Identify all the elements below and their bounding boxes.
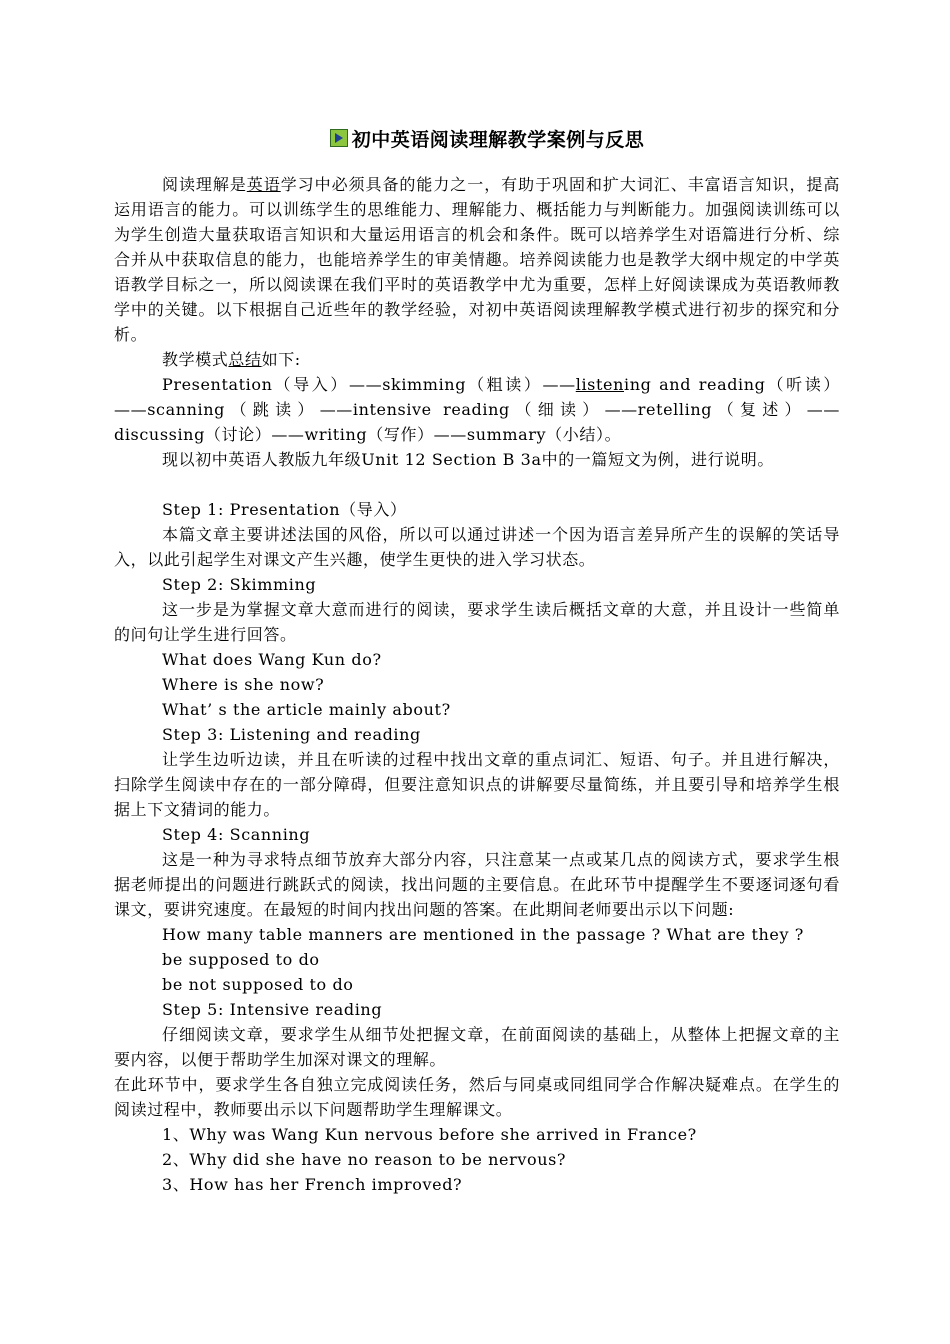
step5-question: 1、Why was Wang Kun nervous before she arrived in France? bbox=[162, 1125, 697, 1144]
model-paragraph: 教学模式总结如下: bbox=[162, 350, 301, 369]
step3-heading: Step 3: Listening and reading bbox=[162, 725, 421, 744]
step4-question: be supposed to do bbox=[162, 950, 320, 969]
step2-question: What does Wang Kun do? bbox=[162, 650, 382, 669]
document-link-icon[interactable] bbox=[330, 129, 348, 147]
step2-text: 这一步是为掌握文章大意而进行的阅读，要求学生读后概括文章的大意，并且设计一些简单的问句让学生进行回答。 bbox=[114, 600, 840, 644]
page-title: 初中英语阅读理解教学案例与反思 bbox=[351, 128, 645, 151]
step1-heading: Step 1: Presentation（导入） bbox=[162, 500, 407, 519]
step4-question: How many table manners are mentioned in the passage ? What are they ? bbox=[162, 925, 804, 944]
step2-heading: Step 2: Skimming bbox=[162, 575, 317, 594]
title-row bbox=[134, 120, 840, 156]
example-paragraph: 现以初中英语人教版九年级Unit 12 Section B 3a中的一篇短文为例，进行说明。 bbox=[162, 450, 774, 469]
step5-heading: Step 5: Intensive reading bbox=[162, 1000, 383, 1019]
english-link[interactable]: 英语 bbox=[246, 175, 281, 194]
step3-text: 让学生边听边读，并且在听读的过程中找出文章的重点词汇、短语、句子。并且进行解决，扫除学生阅读中存在的一部分障碍，但要注意知识点的讲解要尽量简练，并且要引导和培养学生根据上下文猜词的能力。 bbox=[114, 750, 840, 819]
sequence-paragraph: Presentation（导入）——skimming（粗读）——listening and reading（听读）——scanning（跳读）——intensive reading（细读）——retelling（复述）——discussing（讨论）——writing（写作）——summary（小结）。 bbox=[114, 375, 840, 444]
document-body bbox=[114, 120, 840, 1197]
step4-heading: Step 4: Scanning bbox=[162, 825, 311, 844]
listen-link[interactable]: listen bbox=[575, 375, 624, 394]
step1-text: 本篇文章主要讲述法国的风俗，所以可以通过讲述一个因为语言差异所产生的误解的笑话导入，以此引起学生对课文产生兴趣，使学生更快的进入学习状态。 bbox=[114, 525, 840, 569]
intro-paragraph: 阅读理解是英语学习中必须具备的能力之一，有助于巩固和扩大词汇、丰富语言知识，提高运用语言的能力。可以训练学生的思维能力、理解能力、概括能力与判断能力。加强阅读训练可以为学生创造大量获取语言知识和大量运用语言的机会和条件。既可以培养学生对语篇进行分析、综合并从中获取信息的能力，也能培养学生的审美情趣。培养阅读能力也是教学大纲中规定的中学英语教学目标之一，所以阅读课在我们平时的英语教学中尤为重要，怎样上好阅读课成为英语教师教学中的关键。以下根据自己近些年的教学经验，对初中英语阅读理解教学模式进行初步的探究和分析。 bbox=[114, 175, 840, 344]
step4-text: 这是一种为寻求特点细节放弃大部分内容，只注意某一点或某几点的阅读方式，要求学生根据老师提出的问题进行跳跃式的阅读，找出问题的主要信息。在此环节中提醒学生不要逐词逐句看课文，要讲究速度。在最短的时间内找出问题的答案。在此期间老师要出示以下问题: bbox=[114, 850, 840, 919]
step5-question: 3、How has her French improved? bbox=[162, 1175, 463, 1194]
step5-text2: 在此环节中，要求学生各自独立完成阅读任务，然后与同桌或同组同学合作解决疑难点。在学生的阅读过程中，教师要出示以下问题帮助学生理解课文。 bbox=[114, 1075, 840, 1119]
step5-question: 2、Why did she have no reason to be nervous? bbox=[162, 1150, 567, 1169]
step5-text: 仔细阅读文章，要求学生从细节处把握文章，在前面阅读的基础上，从整体上把握文章的主要内容，以便于帮助学生加深对课文的理解。 bbox=[114, 1025, 840, 1069]
step4-question: be not supposed to do bbox=[162, 975, 354, 994]
step2-question: What’ s the article mainly about? bbox=[162, 700, 451, 719]
step2-question: Where is she now? bbox=[162, 675, 325, 694]
summary-link[interactable]: 总结 bbox=[228, 350, 262, 369]
